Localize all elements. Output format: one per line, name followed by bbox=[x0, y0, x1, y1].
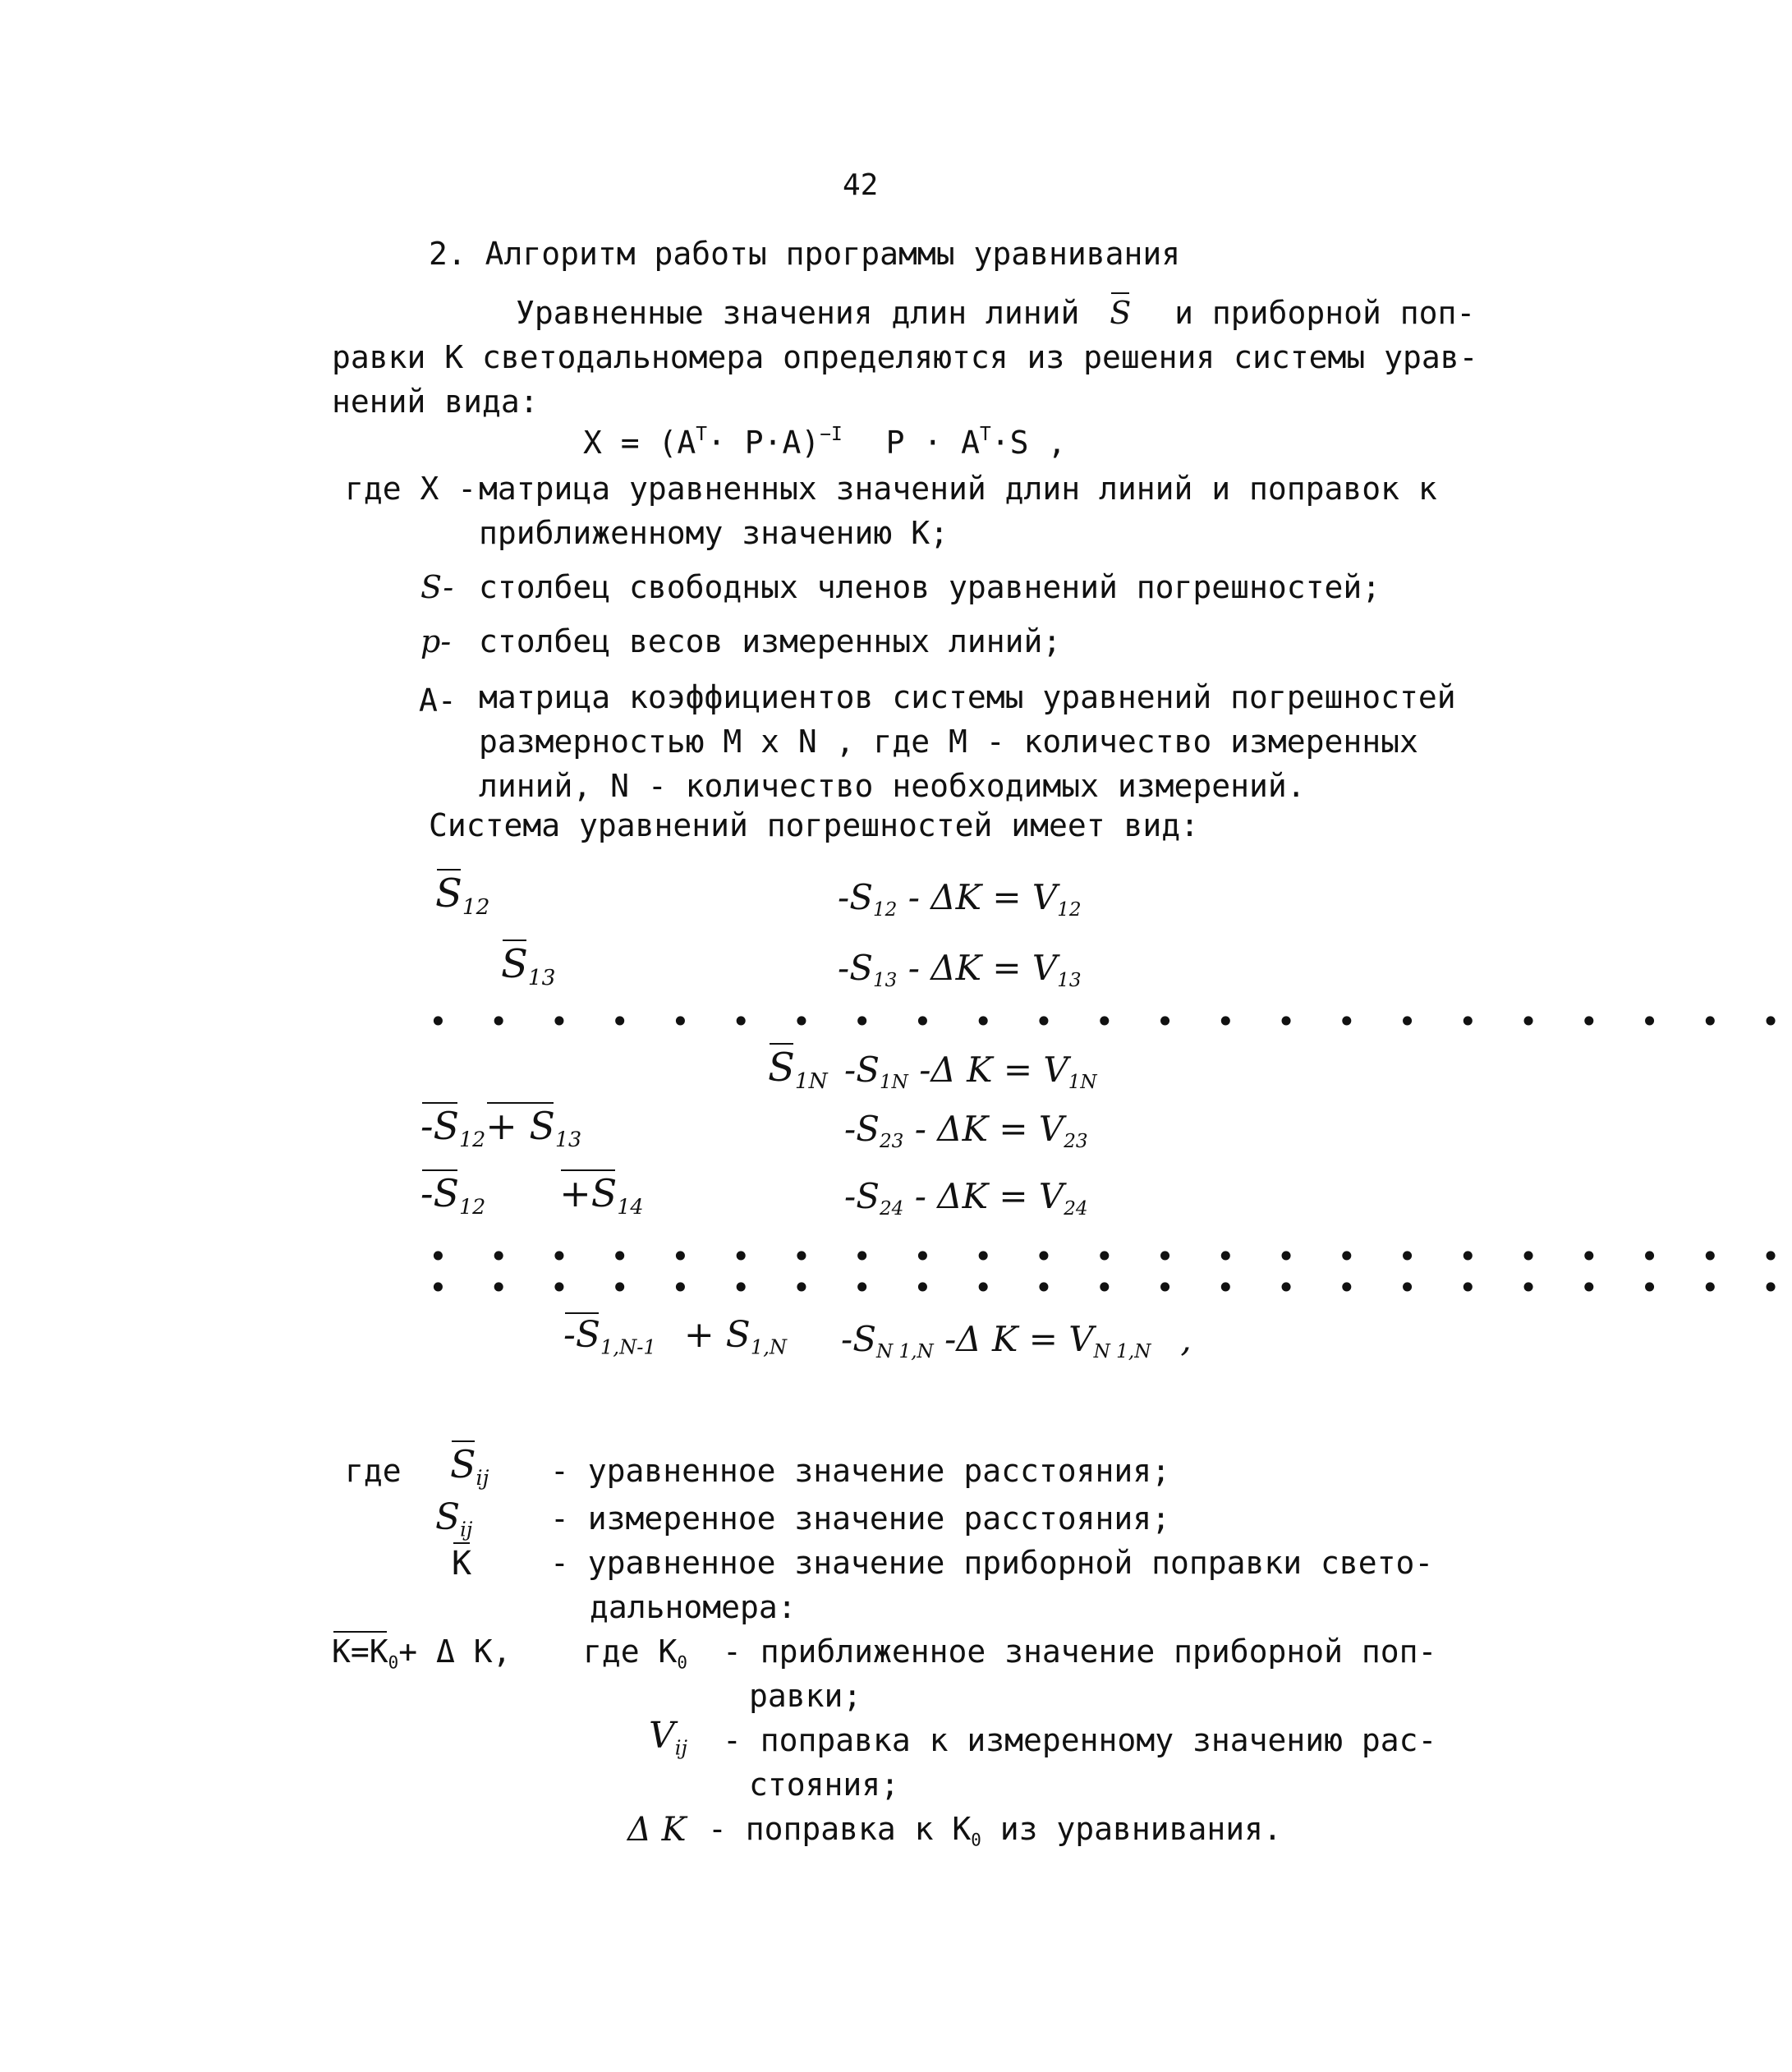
legend-k-bar: K bbox=[452, 1545, 472, 1583]
eq-row-4-b: + S bbox=[485, 1104, 555, 1148]
eq-row-5-v-sub: 24 bbox=[1064, 1198, 1088, 1220]
legend-dk-text-a: - поправка к K bbox=[708, 1811, 972, 1847]
eq-row-5-rhs-s: -S bbox=[844, 1176, 880, 1216]
eq-row-3-rhs bbox=[844, 1050, 1097, 1094]
eq-row-3-v: V bbox=[1043, 1050, 1068, 1090]
legend-k-bar-symbol bbox=[452, 1545, 472, 1583]
formula-rhs: P · A bbox=[885, 424, 981, 461]
eq-row-1-rhs-sub: 12 bbox=[872, 899, 898, 921]
eq-row-1-v-sub: 12 bbox=[1057, 899, 1082, 921]
formula-end: ·S , bbox=[990, 424, 1067, 461]
eq-row-3-dk: -Δ K = bbox=[919, 1050, 1033, 1090]
legend-k0-text-2: равки; bbox=[749, 1678, 862, 1714]
legend-k-bar-text-1: - уравненное значение приборной поправки свето- bbox=[550, 1545, 1434, 1581]
eq-row-2-rhs-sub: 13 bbox=[872, 970, 898, 992]
legend-s-bar-sub: ij bbox=[476, 1465, 489, 1490]
def-x-text-2: приближенному значению К; bbox=[479, 515, 949, 551]
eq-row-6-a: -S bbox=[563, 1314, 601, 1356]
eq-row-1-s-sub: 12 bbox=[462, 894, 490, 921]
eq-row-5-b: +S bbox=[559, 1171, 618, 1215]
eq-row-1-lhs bbox=[435, 871, 490, 921]
legend-s-meas-text: - измеренное значение расстояния; bbox=[550, 1500, 1170, 1537]
eq-row-4-rhs bbox=[844, 1109, 1088, 1153]
eq-row-1-dk: - ΔK = bbox=[907, 877, 1022, 917]
legend-k0-label-text: где K bbox=[583, 1633, 678, 1670]
legend-v-text-2: стояния; bbox=[749, 1766, 900, 1803]
formula-mid: · P·A) bbox=[707, 424, 820, 461]
eq-row-3-rhs-s: -S bbox=[844, 1050, 880, 1090]
eq-row-5-a-sub: 12 bbox=[459, 1194, 486, 1219]
def-a-text-2: размерностью M x N , где М - количество измеренных bbox=[479, 724, 1418, 760]
legend-s-meas-symbol bbox=[435, 1496, 473, 1541]
eq-row-3-s: S bbox=[768, 1045, 795, 1091]
def-x-symbol: где X - bbox=[345, 471, 477, 507]
eq-row-4-v: V bbox=[1038, 1109, 1064, 1149]
formula-sup-t1: T bbox=[696, 424, 708, 445]
eq-row-3-v-sub: 1N bbox=[1068, 1072, 1097, 1094]
eq-row-1-v: V bbox=[1032, 877, 1058, 917]
legend-s-bar-symbol bbox=[450, 1442, 489, 1490]
eq-row-4-rhs-sub: 23 bbox=[879, 1131, 904, 1153]
legend-k0-label bbox=[583, 1633, 687, 1673]
eq-row-4-lhs bbox=[420, 1104, 582, 1151]
eq-row-5-v: V bbox=[1038, 1176, 1064, 1216]
eq-row-2-s: S bbox=[501, 941, 528, 987]
def-x-text-1: матрица уравненных значений длин линий и поправок к bbox=[479, 471, 1437, 507]
formula-lhs: X = (A bbox=[583, 424, 696, 461]
legend-s-meas-sub: ij bbox=[460, 1518, 473, 1541]
def-a-text-3: линий, N - количество необходимых измерений. bbox=[479, 768, 1306, 804]
eq-row-2-v: V bbox=[1032, 948, 1058, 988]
system-intro: Система уравнений погрешностей имеет вид: bbox=[429, 807, 1199, 843]
eq-row-6-lhs bbox=[563, 1314, 788, 1359]
intro-line-2: равки К светодальномера определяются из решения системы урав- bbox=[332, 339, 1478, 375]
legend-v-symbol bbox=[649, 1715, 688, 1760]
eq-row-2-s-sub: 13 bbox=[527, 965, 556, 991]
eq-row-2-rhs-s: -S bbox=[838, 948, 873, 988]
eq-row-2-v-sub: 13 bbox=[1057, 970, 1082, 992]
legend-k-formula-sub: 0 bbox=[388, 1652, 399, 1673]
legend-dk-text bbox=[708, 1813, 1282, 1849]
eq-row-6-v: V bbox=[1068, 1319, 1094, 1359]
intro-text-b: и приборной поп- bbox=[1174, 295, 1476, 331]
legend-k0-sub: 0 bbox=[677, 1652, 687, 1673]
eq-row-5-dk: - ΔK = bbox=[914, 1176, 1028, 1216]
eq-row-6-dk: -Δ K = bbox=[944, 1319, 1058, 1359]
eq-row-5-a: -S bbox=[420, 1171, 460, 1215]
eq-row-6-rhs-sub: N 1,N bbox=[875, 1341, 934, 1363]
def-p-text: столбец весов измеренных линий; bbox=[479, 623, 1062, 659]
eq-row-2-dk: - ΔK = bbox=[907, 948, 1022, 988]
eq-row-1-rhs-s: -S bbox=[838, 877, 873, 917]
eq-row-6-rhs-s: -S bbox=[841, 1319, 876, 1359]
eq-row-6-b: + S bbox=[683, 1314, 751, 1356]
def-a-text-1: матрица коэффициентов системы уравнений погрешностей bbox=[479, 679, 1456, 715]
intro-line-3: нений вида: bbox=[332, 384, 539, 420]
legend-s-meas: S bbox=[435, 1496, 461, 1538]
eq-row-2-lhs bbox=[501, 941, 556, 991]
legend-v-sub: ij bbox=[674, 1736, 688, 1760]
eq-row-4-b-sub: 13 bbox=[554, 1127, 582, 1151]
formula-sup-inv: −I bbox=[820, 424, 843, 445]
eq-row-5-b-sub: 14 bbox=[617, 1194, 644, 1219]
eq-row-3-lhs bbox=[768, 1045, 828, 1095]
eq-row-6-b-sub: 1,N bbox=[750, 1335, 788, 1359]
legend-dk-text-b: из уравнивания. bbox=[981, 1811, 1282, 1847]
legend-v-text-1: - поправка к измеренному значению рас- bbox=[723, 1722, 1437, 1758]
def-s-text: столбец свободных членов уравнений погрешностей; bbox=[479, 569, 1381, 605]
eq-row-3-s-sub: 1N bbox=[794, 1068, 828, 1095]
legend-k-formula bbox=[332, 1633, 512, 1673]
eq-row-2-rhs bbox=[838, 948, 1082, 992]
eq-row-6-rhs bbox=[841, 1319, 1192, 1363]
eq-row-3-rhs-sub: 1N bbox=[879, 1072, 908, 1094]
legend-dk-text-sub: 0 bbox=[971, 1830, 981, 1850]
normal-equation-formula bbox=[583, 424, 1067, 461]
legend-where: где bbox=[345, 1453, 402, 1489]
eq-row-4-rhs-s: -S bbox=[844, 1109, 880, 1149]
eq-row-4-dk: - ΔK = bbox=[914, 1109, 1028, 1149]
s-bar-symbol: S bbox=[1110, 295, 1132, 331]
eq-row-5-lhs bbox=[420, 1171, 644, 1219]
def-a-symbol: A- bbox=[419, 682, 457, 719]
eq-row-1-rhs bbox=[838, 877, 1082, 921]
legend-dk-symbol: Δ K bbox=[627, 1811, 687, 1849]
legend-v: V bbox=[649, 1715, 675, 1757]
ellipsis-row-1: • • • • • • • • • • • • • • • • • • • • • • • bbox=[429, 1004, 1792, 1040]
formula-sup-t2: T bbox=[980, 424, 991, 445]
eq-row-4-a-sub: 12 bbox=[459, 1127, 486, 1151]
legend-k0-text-1: - приближенное значение приборной поп- bbox=[723, 1633, 1437, 1670]
eq-row-6-a-sub: 1,N-1 bbox=[600, 1335, 656, 1359]
eq-row-4-v-sub: 23 bbox=[1064, 1131, 1088, 1153]
eq-row-5-rhs bbox=[844, 1176, 1088, 1220]
eq-row-5-rhs-sub: 24 bbox=[879, 1198, 904, 1220]
intro-text-a: Уравненные значения длин линий bbox=[516, 295, 1080, 331]
legend-s-bar: S bbox=[450, 1442, 476, 1486]
ellipsis-row-3: • • • • • • • • • • • • • • • • • • • • • • • bbox=[429, 1270, 1792, 1306]
eq-row-4-a: -S bbox=[420, 1104, 460, 1148]
eq-row-6-v-sub: N 1,N bbox=[1093, 1341, 1151, 1363]
def-s-symbol: S- bbox=[420, 569, 454, 605]
ellipsis-row-2: • • • • • • • • • • • • • • • • • • • • • • • bbox=[429, 1238, 1792, 1275]
def-p-symbol: p- bbox=[420, 623, 452, 659]
legend-k-formula-end: + Δ K, bbox=[398, 1633, 512, 1670]
page-number: 42 bbox=[843, 168, 879, 202]
intro-line-1 bbox=[516, 295, 1476, 331]
section-title: 2. Алгоритм работы программы уравнивания bbox=[429, 236, 1181, 272]
legend-k-bar-text-2: дальномера: bbox=[590, 1589, 797, 1625]
legend-k-formula-k: K=K bbox=[332, 1633, 388, 1670]
eq-row-1-s: S bbox=[435, 871, 462, 917]
eq-row-6-end: , bbox=[1180, 1319, 1192, 1359]
legend-s-bar-text: - уравненное значение расстояния; bbox=[550, 1453, 1170, 1489]
